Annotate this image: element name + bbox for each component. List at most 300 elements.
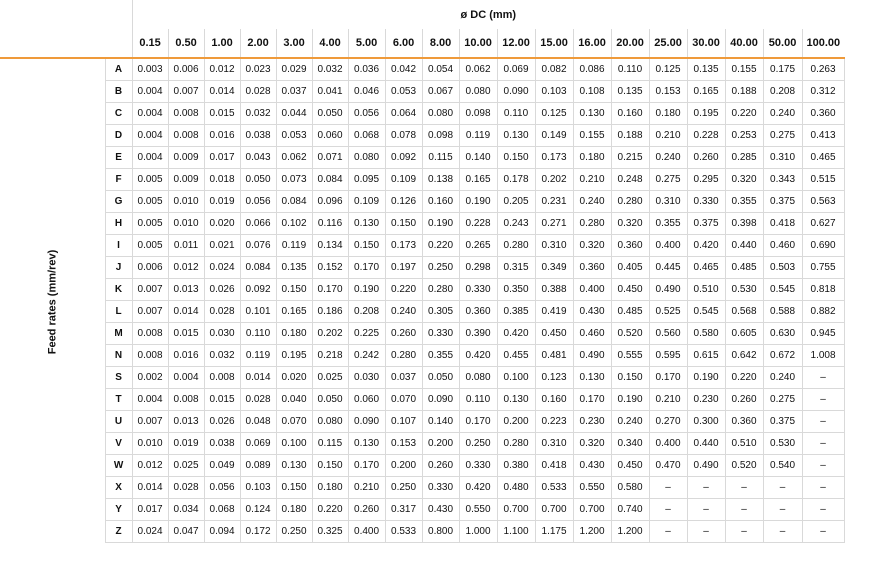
feed-rate-cell: 0.069	[240, 432, 276, 454]
table-row	[0, 212, 844, 234]
table-row	[0, 80, 844, 102]
feed-rate-cell: 0.430	[573, 300, 611, 322]
feed-rate-cell: 0.110	[459, 388, 497, 410]
feed-rate-cell: 0.028	[168, 476, 204, 498]
feed-rate-cell: 0.568	[725, 300, 763, 322]
feed-rate-cell: 0.170	[649, 366, 687, 388]
feed-rate-cell: 0.084	[276, 190, 312, 212]
feed-rate-cell: 1.100	[497, 520, 535, 542]
feed-rate-cell: 0.109	[385, 168, 422, 190]
feed-rate-cell: 0.011	[168, 234, 204, 256]
feed-rate-cell: 0.013	[168, 278, 204, 300]
feed-rate-cell: 0.012	[132, 454, 168, 476]
feed-rate-cell: 0.125	[535, 102, 573, 124]
feed-rate-cell: 0.108	[573, 80, 611, 102]
feed-rate-cell: 0.430	[422, 498, 459, 520]
feed-rate-cell: 0.101	[240, 300, 276, 322]
feed-rate-cell: 0.250	[385, 476, 422, 498]
feed-rate-cell: 0.056	[240, 190, 276, 212]
feed-rate-cell: 0.160	[422, 190, 459, 212]
feed-rate-cell: 0.173	[385, 234, 422, 256]
table-row	[0, 454, 844, 476]
feed-rate-cell: 0.375	[763, 410, 802, 432]
feed-rate-cell: 0.485	[725, 256, 763, 278]
feed-rate-cell: 0.315	[497, 256, 535, 278]
feed-rate-cell: 0.054	[422, 58, 459, 80]
feed-rate-cell: 0.090	[497, 80, 535, 102]
feed-rate-cell: 0.110	[497, 102, 535, 124]
feed-rate-cell: 0.028	[204, 300, 240, 322]
diameter-header: 16.00	[573, 29, 611, 58]
feed-rate-cell: 0.280	[611, 190, 649, 212]
feed-rate-cell: 0.800	[422, 520, 459, 542]
feed-rate-cell: 0.355	[422, 344, 459, 366]
feed-rate-cell: 0.218	[312, 344, 348, 366]
feed-rate-cell: 0.140	[422, 410, 459, 432]
table-row	[0, 124, 844, 146]
feed-rate-cell: 0.006	[168, 58, 204, 80]
feed-rate-cell: 0.360	[725, 410, 763, 432]
diameter-header: 100.00	[802, 29, 844, 58]
feed-rate-cell: 0.320	[611, 212, 649, 234]
feed-rate-cell: 0.049	[204, 454, 240, 476]
table-row	[0, 432, 844, 454]
feed-rate-cell: 0.086	[573, 58, 611, 80]
feed-rate-cell: 0.595	[649, 344, 687, 366]
feed-rate-cell: 0.450	[535, 322, 573, 344]
feed-rate-cell: 0.038	[204, 432, 240, 454]
feed-rate-cell: 0.080	[312, 410, 348, 432]
feed-rate-cell: 0.225	[348, 322, 385, 344]
feed-rate-cell: 0.280	[497, 234, 535, 256]
diameter-header: 50.00	[763, 29, 802, 58]
feed-rate-cell: 0.008	[168, 124, 204, 146]
feed-rate-cell: 0.038	[240, 124, 276, 146]
feed-rate-cell: 0.355	[649, 212, 687, 234]
feed-rate-cell: 0.420	[497, 322, 535, 344]
feed-rate-cell: 0.150	[497, 146, 535, 168]
feed-rate-cell: 0.349	[535, 256, 573, 278]
feed-rate-cell: 0.690	[802, 234, 844, 256]
feed-rate-cell: 0.188	[611, 124, 649, 146]
diameter-group-header: ø DC (mm)	[132, 0, 844, 29]
feed-rate-cell: 1.000	[459, 520, 497, 542]
feed-rate-cell: 0.130	[348, 432, 385, 454]
feed-rate-cell: 0.455	[497, 344, 535, 366]
feed-rate-cell: 0.240	[385, 300, 422, 322]
feed-rate-cell: 0.250	[459, 432, 497, 454]
feed-rate-cell: 0.019	[204, 190, 240, 212]
feed-rate-cell: 0.270	[649, 410, 687, 432]
feed-rate-cell: 0.010	[168, 212, 204, 234]
feed-rate-cell: 0.082	[535, 58, 573, 80]
feed-rate-cell: 0.150	[385, 212, 422, 234]
feed-rate-cell: 0.110	[240, 322, 276, 344]
feed-rate-cell: 0.064	[385, 102, 422, 124]
feed-rate-cell: 0.138	[422, 168, 459, 190]
feed-rate-cell: 0.263	[802, 58, 844, 80]
feed-rate-cell: 0.418	[535, 454, 573, 476]
feed-rate-cell: 0.024	[204, 256, 240, 278]
feed-rate-cell: 0.165	[459, 168, 497, 190]
feed-rate-cell: 0.310	[535, 432, 573, 454]
feed-rate-cell: 0.320	[573, 432, 611, 454]
feed-rate-cell: 0.069	[497, 58, 535, 80]
row-code: J	[105, 256, 132, 278]
feed-rate-cell: 0.037	[276, 80, 312, 102]
feed-rate-cell: 0.230	[573, 410, 611, 432]
feed-rate-cell: 0.165	[276, 300, 312, 322]
feed-rate-cell: 0.180	[276, 322, 312, 344]
feed-rate-cell: 0.130	[276, 454, 312, 476]
diameter-header: 30.00	[687, 29, 725, 58]
feed-rate-cell: –	[763, 520, 802, 542]
feed-rate-cell: 0.223	[535, 410, 573, 432]
feed-rate-cell: 0.020	[276, 366, 312, 388]
feed-rate-cell: 0.005	[132, 212, 168, 234]
feed-rate-cell: 0.019	[168, 432, 204, 454]
feed-rate-cell: 0.053	[385, 80, 422, 102]
feed-rate-cell: 0.420	[687, 234, 725, 256]
feed-rate-cell: –	[802, 366, 844, 388]
feed-rate-cell: 0.014	[168, 300, 204, 322]
feed-rate-cell: 0.096	[312, 190, 348, 212]
feed-rate-cell: 0.215	[611, 146, 649, 168]
feed-rate-cell: 0.173	[535, 146, 573, 168]
feed-rate-cell: 0.050	[312, 102, 348, 124]
row-code: I	[105, 234, 132, 256]
feed-rate-cell: 0.160	[611, 102, 649, 124]
feed-rate-cell: 0.330	[687, 190, 725, 212]
feed-rate-cell: 0.419	[535, 300, 573, 322]
feed-rate-cell: 0.510	[687, 278, 725, 300]
feed-rate-cell: 0.700	[535, 498, 573, 520]
row-code: W	[105, 454, 132, 476]
feed-rate-axis-cell	[0, 58, 105, 542]
feed-rate-cell: 0.024	[132, 520, 168, 542]
row-code: U	[105, 410, 132, 432]
feed-rate-cell: 0.430	[573, 454, 611, 476]
feed-rate-cell: 0.015	[168, 322, 204, 344]
feed-rate-cell: 0.355	[725, 190, 763, 212]
feed-rate-cell: 0.388	[535, 278, 573, 300]
feed-rate-cell: 0.119	[459, 124, 497, 146]
feed-rate-cell: 0.250	[422, 256, 459, 278]
table-row	[0, 58, 844, 80]
feed-rate-cell: 0.390	[459, 322, 497, 344]
feed-rate-cell: 0.134	[312, 234, 348, 256]
feed-rate-cell: 0.205	[497, 190, 535, 212]
feed-rate-cell: 0.440	[725, 234, 763, 256]
diameter-header: 6.00	[385, 29, 422, 58]
feed-rate-cell: 0.260	[422, 454, 459, 476]
feed-rate-cell: 0.228	[687, 124, 725, 146]
feed-rate-cell: 0.385	[497, 300, 535, 322]
feed-rate-cell: 0.540	[763, 454, 802, 476]
feed-rate-cell: 0.070	[276, 410, 312, 432]
feed-rate-cell: 0.243	[497, 212, 535, 234]
feed-rate-cell: 0.014	[132, 476, 168, 498]
feed-rate-cell: 1.175	[535, 520, 573, 542]
feed-rate-cell: 0.029	[276, 58, 312, 80]
feed-rate-cell: 0.170	[459, 410, 497, 432]
feed-rate-cell: 0.265	[459, 234, 497, 256]
feed-rate-cell: 0.067	[422, 80, 459, 102]
feed-rate-cell: 0.360	[459, 300, 497, 322]
feed-rate-cell: 0.228	[459, 212, 497, 234]
feed-rate-cell: 0.012	[204, 58, 240, 80]
feed-rate-cell: 0.034	[168, 498, 204, 520]
feed-rate-cell: 0.008	[168, 102, 204, 124]
feed-rate-cell: 0.115	[312, 432, 348, 454]
feed-rate-cell: 0.700	[497, 498, 535, 520]
feed-rate-cell: 0.503	[763, 256, 802, 278]
feed-rate-cell: 0.220	[422, 234, 459, 256]
feed-rate-cell: 0.210	[348, 476, 385, 498]
feed-rate-cell: 0.295	[687, 168, 725, 190]
feed-rate-cell: 0.071	[312, 146, 348, 168]
diameter-header: 0.15	[132, 29, 168, 58]
feed-rate-cell: 0.818	[802, 278, 844, 300]
feed-rate-cell: 0.056	[204, 476, 240, 498]
feed-rate-cell: 0.002	[132, 366, 168, 388]
feed-rate-cell: 0.073	[276, 168, 312, 190]
feed-rate-cell: 0.030	[204, 322, 240, 344]
feed-rate-cell: 0.180	[649, 102, 687, 124]
feed-rate-cell: 0.126	[385, 190, 422, 212]
feed-rate-cell: 0.153	[385, 432, 422, 454]
feed-rate-cell: 0.013	[168, 410, 204, 432]
feed-rate-cell: 0.480	[497, 476, 535, 498]
feed-rate-cell: 0.020	[204, 212, 240, 234]
diameter-header: 2.00	[240, 29, 276, 58]
feed-rate-cell: 0.530	[763, 432, 802, 454]
feed-rate-cell: 0.253	[725, 124, 763, 146]
feed-rate-cell: 0.153	[649, 80, 687, 102]
feed-rate-cell: –	[725, 476, 763, 498]
feed-rate-cell: 0.102	[276, 212, 312, 234]
feed-rate-cell: 0.007	[132, 278, 168, 300]
table-row	[0, 278, 844, 300]
feed-rate-cell: 0.025	[168, 454, 204, 476]
feed-rate-cell: 0.275	[649, 168, 687, 190]
feed-rate-cell: 0.260	[687, 146, 725, 168]
feed-rate-cell: 0.325	[312, 520, 348, 542]
feed-rate-cell: 0.210	[649, 124, 687, 146]
feed-rate-cell: 0.550	[573, 476, 611, 498]
feed-rate-cell: 0.160	[535, 388, 573, 410]
feed-rate-cell: 0.615	[687, 344, 725, 366]
feed-rate-cell: 0.080	[348, 146, 385, 168]
feed-rate-cell: 0.533	[535, 476, 573, 498]
feed-rate-cell: 0.280	[422, 278, 459, 300]
feed-rate-cell: 0.044	[276, 102, 312, 124]
feed-rate-cell: 0.240	[573, 190, 611, 212]
feed-rate-cell: 0.150	[276, 278, 312, 300]
feed-rate-cell: 0.190	[422, 212, 459, 234]
feed-rate-cell: –	[687, 476, 725, 498]
feed-rate-cell: 0.005	[132, 168, 168, 190]
feed-rate-cell: 0.525	[649, 300, 687, 322]
feed-rate-cell: 0.515	[802, 168, 844, 190]
feed-rate-cell: 0.150	[611, 366, 649, 388]
feed-rate-cell: 0.021	[204, 234, 240, 256]
row-code: L	[105, 300, 132, 322]
feed-rate-cell: 0.170	[573, 388, 611, 410]
feed-rate-cell: 0.150	[312, 454, 348, 476]
diameter-header: 4.00	[312, 29, 348, 58]
feed-rate-cell: 0.046	[348, 80, 385, 102]
feed-rate-cell: 0.420	[459, 476, 497, 498]
feed-rate-cell: 0.485	[611, 300, 649, 322]
feed-rate-cell: 0.563	[802, 190, 844, 212]
feed-rate-cell: 0.180	[312, 476, 348, 498]
feed-rate-cell: 0.197	[385, 256, 422, 278]
feed-rate-cell: 0.076	[240, 234, 276, 256]
feed-rate-cell: 0.004	[132, 80, 168, 102]
feed-rate-cell: 0.012	[168, 256, 204, 278]
feed-rate-cell: 0.155	[725, 58, 763, 80]
feed-rate-cell: 0.520	[725, 454, 763, 476]
feed-rate-cell: 0.047	[168, 520, 204, 542]
feed-rate-cell: 0.490	[573, 344, 611, 366]
feed-rate-cell: 0.018	[204, 168, 240, 190]
feed-rate-cell: 0.180	[573, 146, 611, 168]
feed-rate-cell: 0.004	[132, 146, 168, 168]
feed-rate-cell: 0.560	[649, 322, 687, 344]
feed-rate-cell: –	[802, 410, 844, 432]
feed-rate-cell: –	[802, 454, 844, 476]
feed-rate-cell: –	[725, 520, 763, 542]
feed-rate-cell: 0.062	[276, 146, 312, 168]
feed-rate-cell: 0.125	[649, 58, 687, 80]
feed-rate-cell: 0.008	[204, 366, 240, 388]
feed-rate-cell: 0.465	[802, 146, 844, 168]
table-row	[0, 146, 844, 168]
feed-rate-cell: 0.016	[168, 344, 204, 366]
feed-rate-cell: 0.130	[573, 102, 611, 124]
feed-rate-cell: 0.418	[763, 212, 802, 234]
feed-rate-cell: 0.460	[763, 234, 802, 256]
feed-rate-cell: 0.240	[763, 102, 802, 124]
feed-rate-cell: 0.005	[132, 234, 168, 256]
table-row	[0, 190, 844, 212]
feed-rate-cell: 0.036	[348, 58, 385, 80]
row-code: T	[105, 388, 132, 410]
feed-rate-cell: 0.530	[725, 278, 763, 300]
feed-rate-cell: 0.050	[240, 168, 276, 190]
feed-rate-cell: 0.135	[687, 58, 725, 80]
feed-rate-cell: 0.155	[573, 124, 611, 146]
feed-rate-cell: 0.240	[763, 366, 802, 388]
feed-rate-cell: 0.317	[385, 498, 422, 520]
feed-rate-cell: 0.119	[240, 344, 276, 366]
feed-rate-cell: 0.413	[802, 124, 844, 146]
table-row	[0, 410, 844, 432]
feed-rate-cell: 0.330	[459, 454, 497, 476]
feed-rate-cell: 0.312	[802, 80, 844, 102]
table-row	[0, 476, 844, 498]
feed-rate-cell: 0.032	[204, 344, 240, 366]
row-code: E	[105, 146, 132, 168]
feed-rate-cell: 0.004	[132, 388, 168, 410]
feed-rate-cell: 0.130	[497, 124, 535, 146]
feed-rate-cell: 0.135	[611, 80, 649, 102]
feed-rate-cell: 0.089	[240, 454, 276, 476]
row-code: M	[105, 322, 132, 344]
feed-rate-cell: 0.190	[687, 366, 725, 388]
feed-rate-cell: 0.310	[763, 146, 802, 168]
feed-rate-cell: 0.007	[132, 300, 168, 322]
feed-rate-cell: 0.037	[385, 366, 422, 388]
feed-rate-cell: 0.068	[204, 498, 240, 520]
diameter-header: 5.00	[348, 29, 385, 58]
feed-rate-cell: 0.330	[422, 476, 459, 498]
feed-rate-cell: 0.116	[312, 212, 348, 234]
table-row	[0, 366, 844, 388]
feed-rate-cell: 0.445	[649, 256, 687, 278]
size-row-blank	[0, 29, 132, 58]
feed-rate-cell: 0.017	[132, 498, 168, 520]
feed-rate-cell: –	[763, 498, 802, 520]
feed-rate-cell: –	[802, 432, 844, 454]
table-row	[0, 520, 844, 542]
feed-rate-cell: 0.080	[422, 102, 459, 124]
feed-rate-cell: 0.070	[385, 388, 422, 410]
feed-rate-cell: 0.032	[240, 102, 276, 124]
feed-rate-cell: 0.945	[802, 322, 844, 344]
feed-rate-cell: 0.010	[168, 190, 204, 212]
feed-rate-cell: 0.090	[422, 388, 459, 410]
table-row	[0, 300, 844, 322]
feed-rate-cell: 0.208	[763, 80, 802, 102]
diameter-header: 0.50	[168, 29, 204, 58]
row-code: A	[105, 58, 132, 80]
feed-rate-cell: 0.200	[497, 410, 535, 432]
feed-rate-cell: 0.025	[312, 366, 348, 388]
table-row	[0, 322, 844, 344]
feed-rate-cell: 0.042	[385, 58, 422, 80]
feed-rate-cell: 0.005	[132, 190, 168, 212]
feed-rate-cell: 0.300	[687, 410, 725, 432]
feed-rate-cell: 0.007	[168, 80, 204, 102]
feed-rate-cell: 0.248	[611, 168, 649, 190]
feed-rate-cell: 0.400	[573, 278, 611, 300]
feed-rate-cell: 0.016	[204, 124, 240, 146]
diameter-header: 40.00	[725, 29, 763, 58]
feed-rate-cell: 0.242	[348, 344, 385, 366]
feed-rate-cell: 0.510	[725, 432, 763, 454]
feed-rate-cell: 0.195	[687, 102, 725, 124]
row-code: S	[105, 366, 132, 388]
feed-rate-cell: 0.023	[240, 58, 276, 80]
feed-rate-cell: 0.026	[204, 410, 240, 432]
feed-rate-cell: 0.350	[497, 278, 535, 300]
feed-rate-cell: 0.400	[649, 432, 687, 454]
feed-rate-cell: 0.545	[763, 278, 802, 300]
feed-rate-cell: 0.056	[348, 102, 385, 124]
feed-rate-cell: 0.360	[802, 102, 844, 124]
feed-rate-cell: 0.580	[687, 322, 725, 344]
feed-rate-cell: –	[802, 476, 844, 498]
feed-rate-cell: 0.175	[763, 58, 802, 80]
feed-rate-cell: 0.030	[348, 366, 385, 388]
row-code: H	[105, 212, 132, 234]
feed-rate-cell: 0.490	[687, 454, 725, 476]
feed-rate-cell: 1.200	[573, 520, 611, 542]
feed-rate-cell: –	[687, 498, 725, 520]
feed-rate-cell: 0.115	[422, 146, 459, 168]
